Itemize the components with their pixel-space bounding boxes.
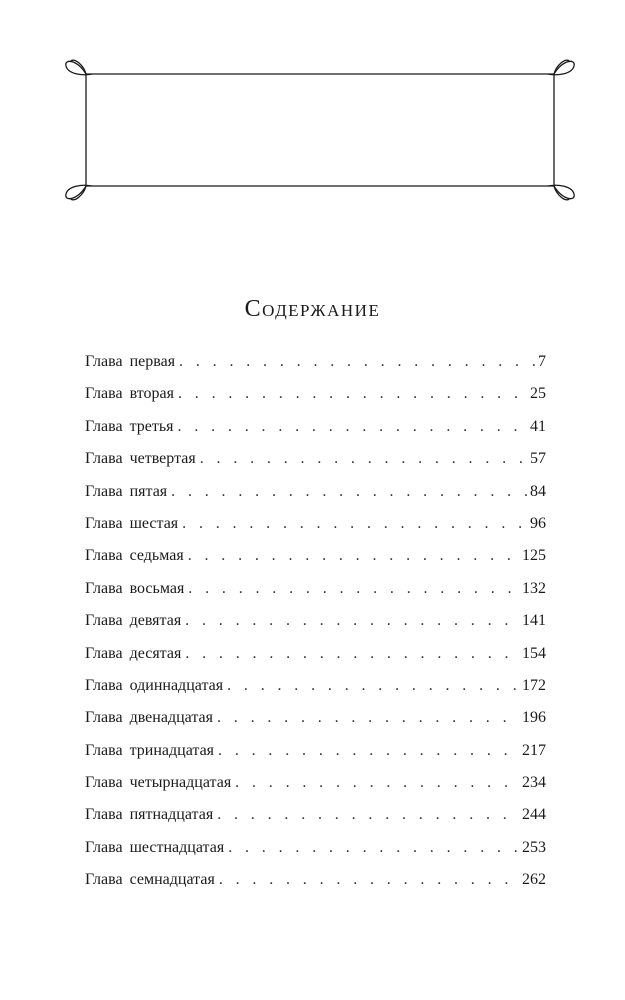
toc-entry-label: Глава пятая [85, 482, 168, 500]
toc-entry [85, 702, 546, 734]
toc-entry-label: Глава вторая [85, 385, 174, 403]
toc-entry-label: Глава пятнадцатая [85, 806, 214, 824]
dot-leader [171, 476, 527, 508]
toc-entry-label: Глава тринадцатая [85, 741, 215, 759]
toc-entry-label: Глава десятая [85, 644, 182, 662]
toc-entry-label: Глава третья [85, 417, 174, 435]
toc-entry-page: 84 [530, 482, 546, 500]
toc-entry-page: 234 [522, 774, 546, 792]
toc-entry [85, 540, 546, 572]
dot-leader [188, 540, 519, 572]
dot-leader [185, 605, 519, 637]
toc-entry-label: Глава седьмая [85, 547, 184, 565]
toc-entry-page: 262 [522, 871, 546, 889]
dot-leader [217, 799, 519, 831]
decorative-frame [60, 50, 580, 210]
dot-leader [200, 443, 527, 475]
toc-entry-page: 25 [530, 385, 546, 403]
toc-entry [85, 799, 546, 831]
dot-leader [227, 670, 519, 702]
toc-entry-page: 141 [522, 612, 546, 630]
toc-entry-label: Глава четырнадцатая [85, 774, 232, 792]
toc-entry [85, 346, 546, 378]
toc-entry [85, 443, 546, 475]
dot-leader [178, 378, 527, 410]
toc-entry [85, 670, 546, 702]
dot-leader [218, 735, 519, 767]
toc-entry-page: 154 [522, 644, 546, 662]
toc-entry [85, 832, 546, 864]
toc-list [85, 346, 546, 897]
toc-entry-page: 172 [522, 676, 546, 694]
dot-leader [228, 832, 519, 864]
toc-entry-label: Глава шестая [85, 514, 179, 532]
toc-entry [85, 605, 546, 637]
toc-entry-label: Глава первая [85, 353, 176, 370]
toc-entry-page: 96 [530, 514, 546, 532]
toc-entry-page: 253 [522, 838, 546, 856]
toc-entry [85, 864, 546, 896]
toc-entry-label: Глава шестнадцатая [85, 838, 225, 856]
toc-entry-label: Глава двенадцатая [85, 709, 213, 727]
toc-entry-label: Глава восьмая [85, 579, 185, 597]
toc-entry [85, 638, 546, 670]
dot-leader [179, 346, 535, 378]
toc-entry-label: Глава четвертая [85, 450, 196, 468]
toc-entry-page: 217 [522, 741, 546, 759]
toc-entry-label: Глава семнадцатая [85, 871, 215, 889]
toc-entry-label: Глава девятая [85, 612, 182, 630]
dot-leader [235, 767, 519, 799]
toc-entry [85, 476, 546, 508]
toc-entry-label: Глава одиннадцатая [85, 676, 224, 694]
toc-entry [85, 735, 546, 767]
toc-entry-page: 57 [530, 450, 546, 468]
toc-entry [85, 378, 546, 410]
toc-entry-page: 41 [530, 417, 546, 435]
dot-leader [217, 702, 519, 734]
toc-title: Содержание [244, 296, 381, 322]
toc-entry-page: 125 [522, 547, 546, 565]
toc-entry-page: 132 [522, 579, 546, 597]
dot-leader [219, 864, 519, 896]
toc-entry [85, 767, 546, 799]
dot-leader [185, 638, 519, 670]
toc-entry [85, 573, 546, 605]
toc-entry-page: 7 [538, 353, 546, 370]
toc-entry-page: 196 [522, 709, 546, 727]
toc-entry-page: 244 [522, 806, 546, 824]
dot-leader [178, 411, 527, 443]
toc-entry [85, 411, 546, 443]
toc-entry [85, 508, 546, 540]
dot-leader [188, 573, 519, 605]
dot-leader [182, 508, 527, 540]
